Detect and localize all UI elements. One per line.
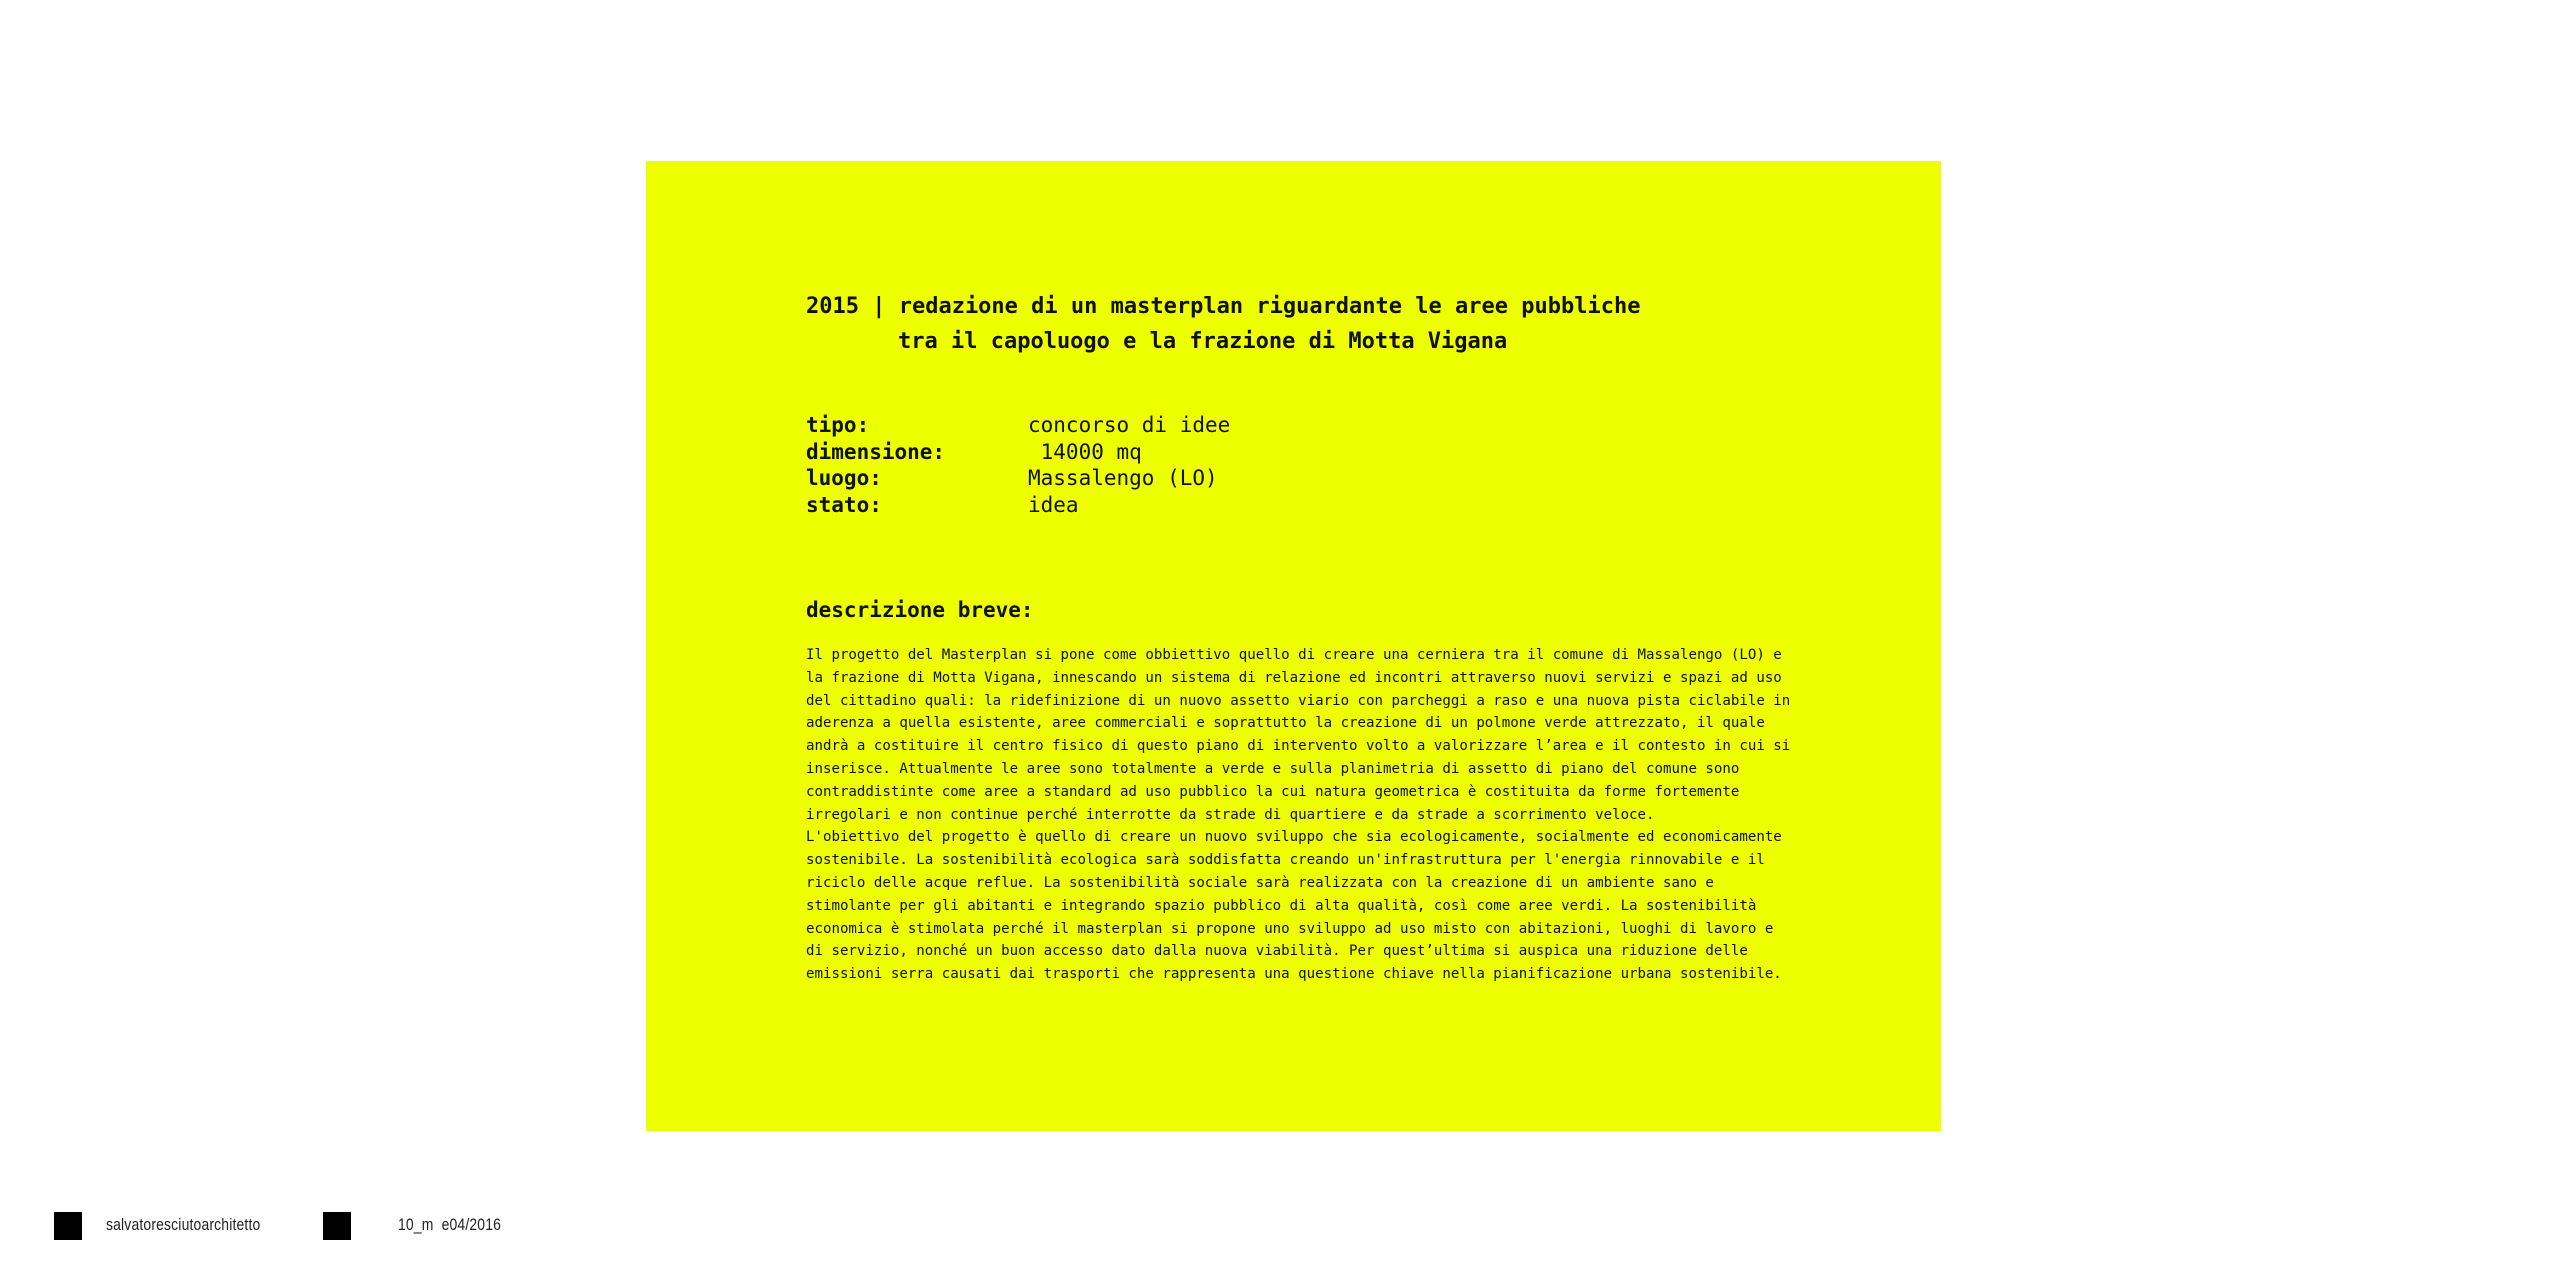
meta-row-dimensione [806,439,1806,466]
project-content [806,289,1806,986]
title-line-1: 2015 | redazione di un masterplan riguardante le aree pubbliche [806,294,1641,319]
description-paragraph-2: L'obiettivo del progetto è quello di creare un nuovo sviluppo che sia ecologicamente, socialmente ed economicamente sostenibile. La sostenibilità ecologica sarà soddisfatta creando un'infrastruttura per l'energia rinnovabile e il riciclo delle acque reflue. La sostenibilità sociale sarà realizzata con la creazione di un ambiente sano e stimolante per gli abitanti e integrando spazio pubblico di alta qualità, così come aree verdi. La sostenibilità economica è stimolata perché il masterplan si propone uno sviluppo ad uso misto con abitazioni, luoghi di lavoro e di servizio, nonché un buon accesso dato dalla nuova viabilità. Per quest’ultima si auspica una riduzione delle emissioni serra causati dai trasporti che rappresenta una questione chiave nella pianificazione urbana sostenibile. [806,829,1782,983]
meta-label: stato: [806,492,882,517]
meta-value: 14000 mq [1028,439,1142,464]
meta-row-tipo [806,412,1806,439]
meta-row-stato [806,492,1806,519]
black-square-icon [323,1212,351,1240]
description-heading: descrizione breve: [806,598,1034,622]
description-body [806,644,1796,986]
black-square-icon [54,1212,82,1240]
description-paragraph-1: Il progetto del Masterplan si pone come obbiettivo quello di creare una cerniera tra il comune di Massalengo (LO) e la frazione di Motta Vigana, innescando un sistema di relazione ed incontri attraverso nuovi servizi e spazi ad uso del cittadino quali: la ridefinizione di un nuovo assetto viario con parcheggi a raso e una nuova pista ciclabile in aderenza a quella esistente, aree commerciali e soprattutto la creazione di un polmone verde attrezzato, il quale andrà a costituire il centro fisico di questo piano di intervento volto a valorizzare l’area e il contesto in cui si inserisce. Attualmente le aree sono totalmente a verde e sulla planimetria di assetto di piano del comune sono contraddistinte come aree a standard ad uso pubblico la cui natura geometrica è costituita da forme fortemente irregolari e non continue perché interrotte da strade di quartiere e da strade a scorrimento veloce. [806,647,1791,823]
footer-page-ref: 10_m e04/2016 [398,1215,502,1234]
meta-value: idea [1028,492,1079,517]
meta-value: Massalengo (LO) [1028,466,1218,490]
project-meta [806,412,1806,518]
meta-label: dimensione: [806,439,946,464]
title-line-2: tra il capoluogo e la frazione di Motta Vigana [898,329,1508,354]
project-panel [646,161,1941,1131]
meta-row-luogo [806,465,1806,492]
footer-author: salvatoresciutoarchitetto [106,1215,261,1234]
meta-label: luogo: [806,466,882,490]
footer [0,1200,2560,1240]
meta-value: concorso di idee [1028,413,1231,437]
meta-label: tipo: [806,413,870,437]
project-title [806,289,1806,359]
